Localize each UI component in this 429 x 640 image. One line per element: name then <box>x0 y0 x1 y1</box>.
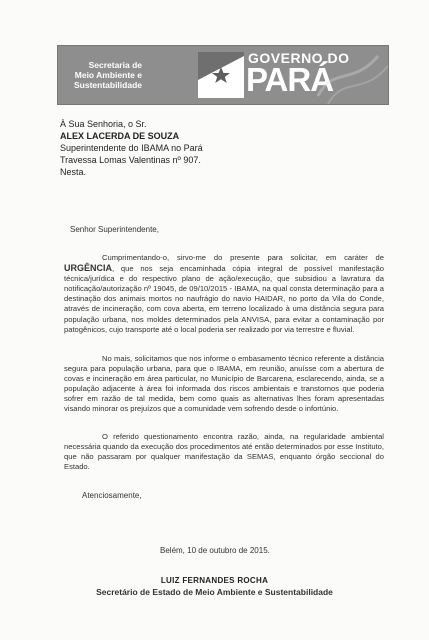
secretaria-line-3: Sustentabilidade <box>73 80 142 90</box>
recipient-city: Nesta. <box>60 167 87 177</box>
signatory-role: Secretário de Estado de Meio Ambiente e Sustentabilidade <box>96 587 333 597</box>
p1-rest: , que nos seja encaminhada cópia integral de possível manifestação técnica/jurídica e do respectivo plano de ação/execução, que subsidiou a lavratura da notificação/autorização nº 19045, de 09/10/2015 - IBAMA, na qual consta determinação para a destinação dos animais mortos no naufrágio do navio HAIDAR, no porto da Vila do Conde, através de incineração, com cova aberta, em terreno localizado à uma distância segura para população urbana, nos moldes determinados pela ANVISA, para evitar a contaminação por patogênicos, cujo transporte até o local poderia ser realizado por via terrestre e fluvial. <box>64 264 384 334</box>
signatory-name: LUIZ FERNANDES ROCHA <box>160 576 269 585</box>
gov-top-text: GOVERNO DO <box>248 50 350 66</box>
closing: Atenciosamente, <box>82 491 142 500</box>
recipient-name: ALEX LACERDA DE SOUZA <box>60 131 180 141</box>
urgency-word: URGÊNCIA <box>64 263 113 274</box>
recipient-block <box>60 118 203 178</box>
paragraph-2: No mais, solicitamos que nos informe o embasamento técnico referente a distância segura para população urbana, para que o IBAMA, em reunião, anuísse com a abertura de covas e incineração em área particular, no Município de Barcarena, esclarecendo, ainda, se a população adjacente à área foi informada dos riscos ambientais e transtornos que poderia sofrer em razão de tal medida, bem como quais as alternativas lhes foram apresentadas visando minorar os prejuízos que a comunidade vem sofrendo desde o infortúnio. <box>64 354 384 414</box>
paragraph-3: O referido questionamento encontra razão, ainda, na regularidade ambiental necessária quando da execução dos procedimentos até então determinados por esse Instituto, que não passaram por qualquer manifestação da SEMAS, enquanto órgão seccional do Estado. <box>64 432 384 472</box>
recipient-line1: À Sua Senhoria, o Sr. <box>60 119 147 129</box>
p1-start: Cumprimentando-o, sirvo-me do presente para solicitar, em caráter de <box>102 253 384 262</box>
salutation: Senhor Superintendente, <box>70 225 159 234</box>
decorative-pattern <box>308 46 388 104</box>
para-flag-icon <box>198 52 244 98</box>
secretaria-line-2: Meio Ambiente e <box>74 70 142 80</box>
secretaria-label <box>66 60 142 90</box>
letterhead-banner <box>57 45 389 105</box>
secretaria-line-1: Secretaria de <box>88 60 142 70</box>
recipient-title: Superintendente do IBAMA no Pará <box>60 143 203 153</box>
paragraph-1 <box>64 253 384 335</box>
gov-main-text: PARÁ <box>246 61 334 98</box>
letter-date: Belém, 10 de outubro de 2015. <box>160 546 270 555</box>
recipient-address: Travessa Lomas Valentinas nº 907. <box>60 155 201 165</box>
